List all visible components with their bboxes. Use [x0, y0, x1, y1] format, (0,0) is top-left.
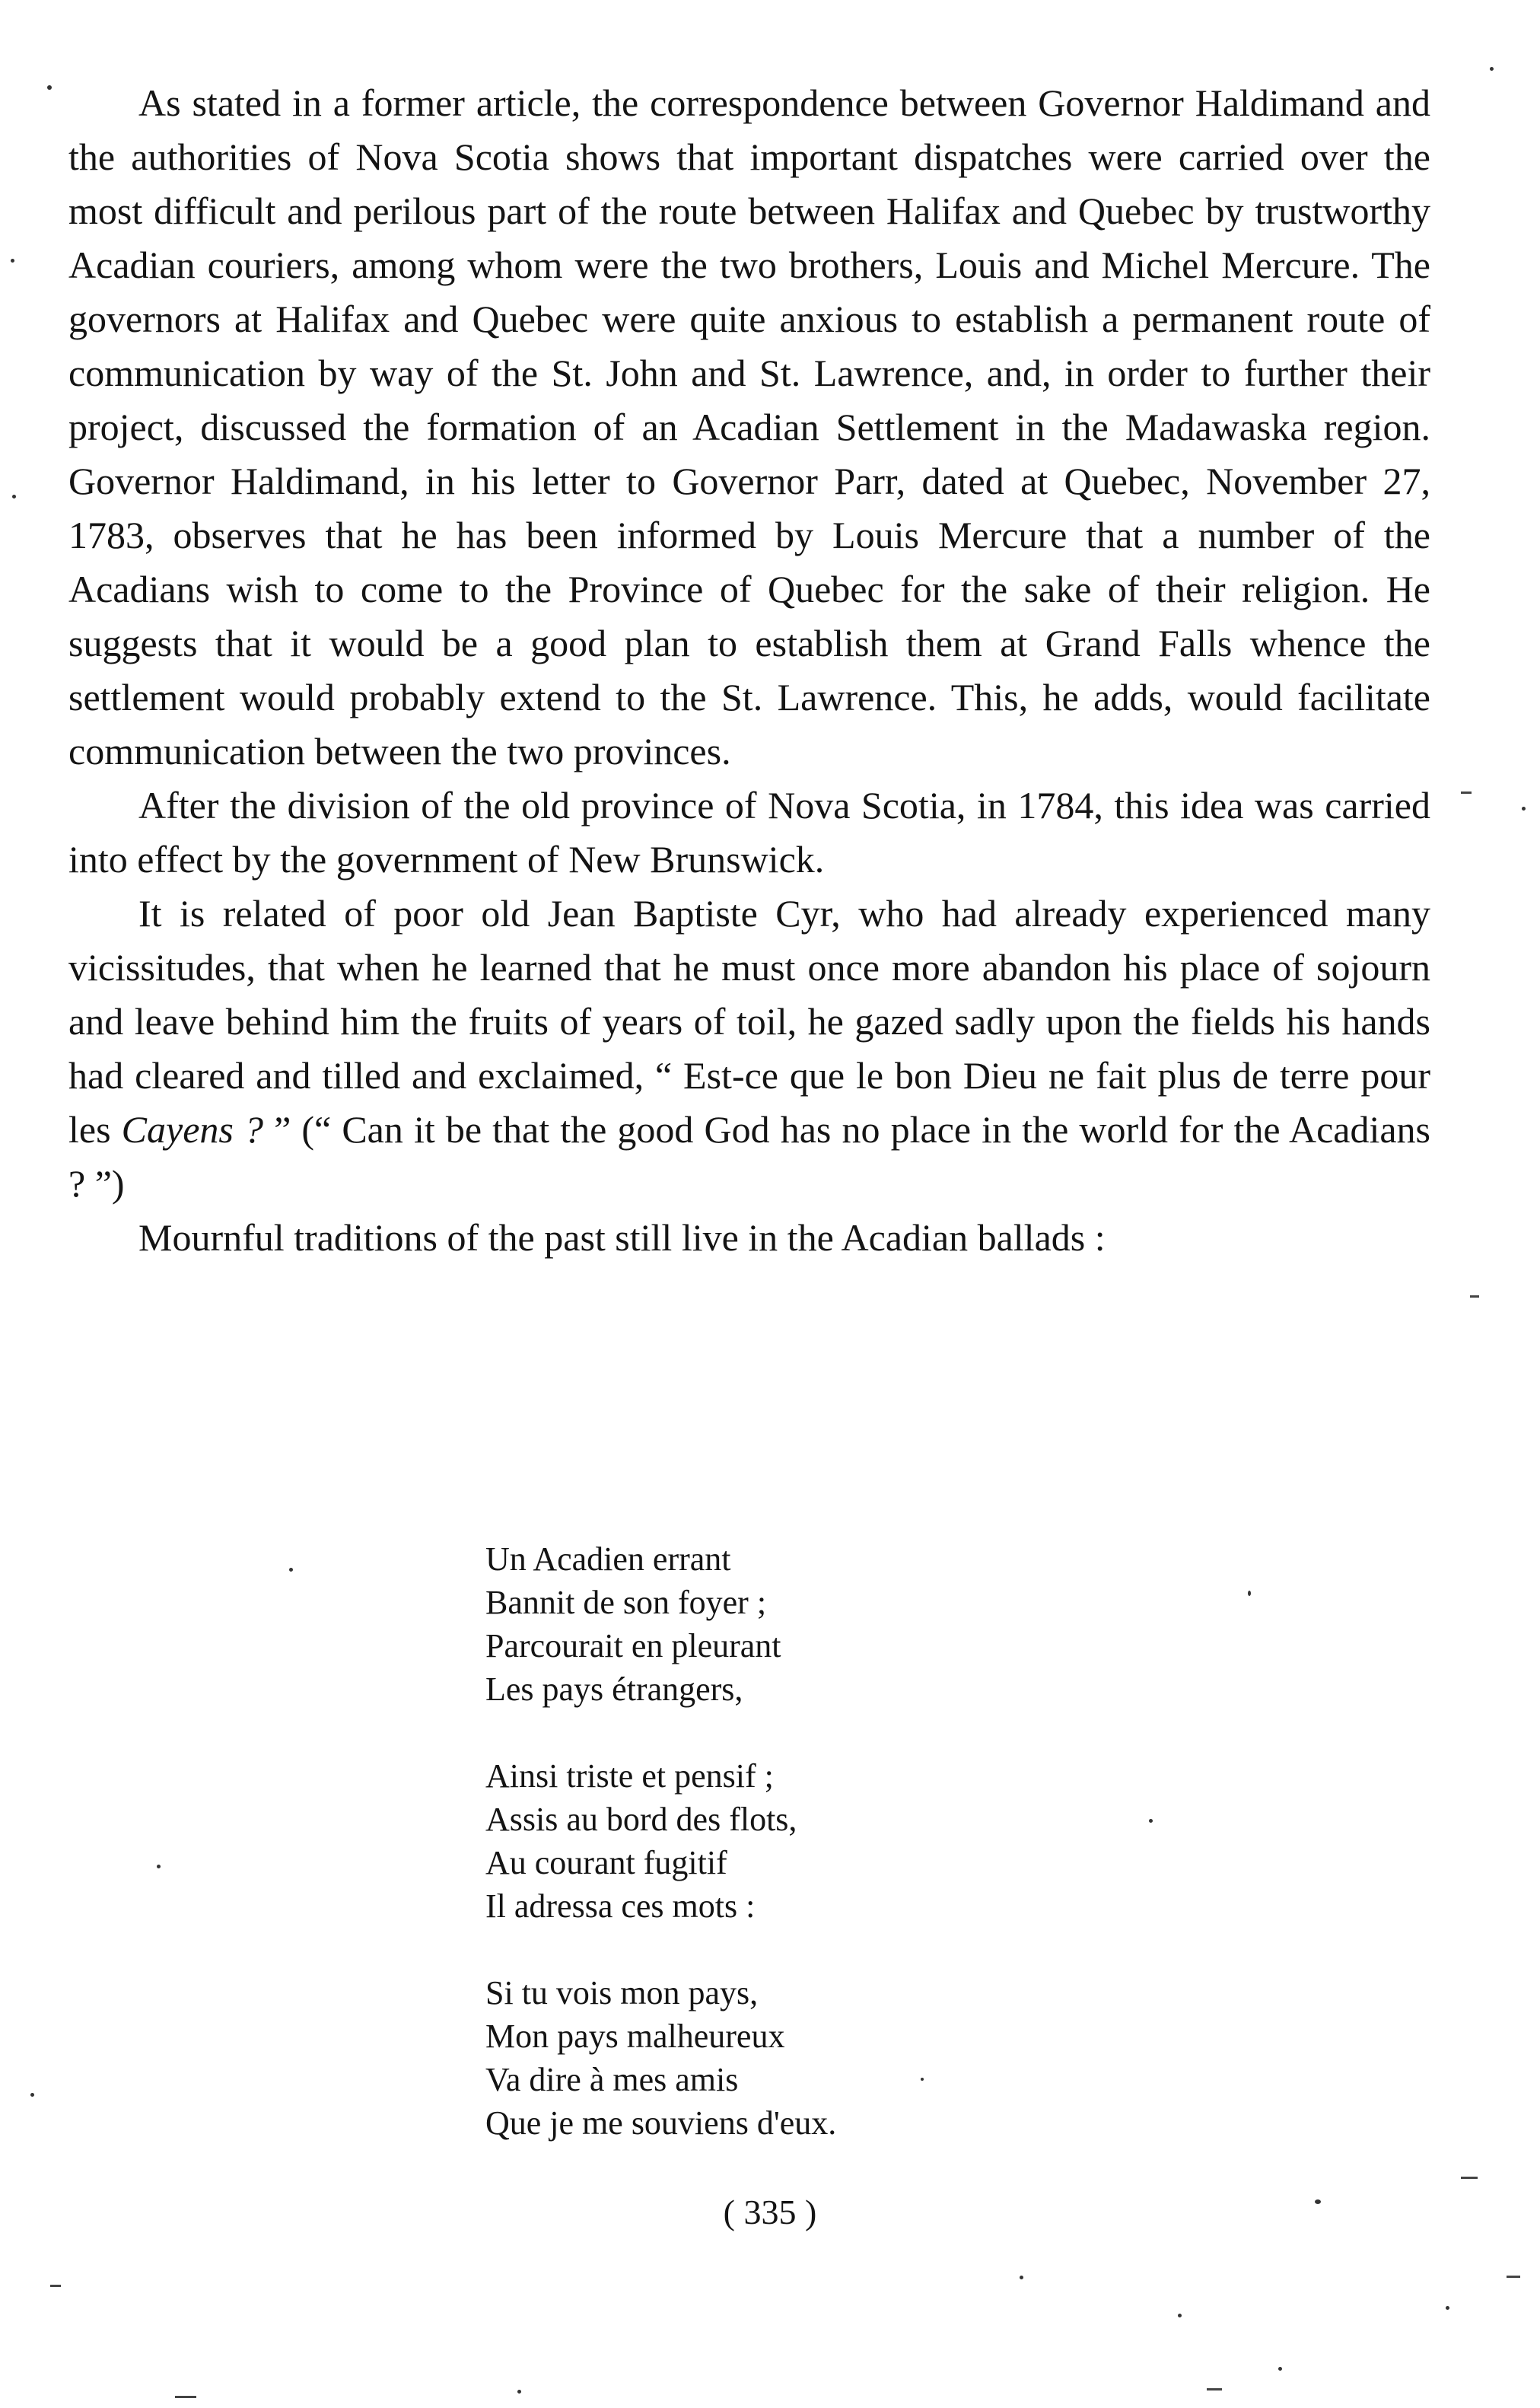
scan-speck: [11, 259, 14, 263]
ballad-line: Assis au bord des flots,: [485, 1801, 797, 1838]
scan-speck: [30, 2093, 34, 2097]
ballad-line: Si tu vois mon pays,: [485, 1974, 759, 2011]
scan-mark: [175, 2396, 196, 2398]
scan-mark: [50, 2285, 61, 2287]
ballad-line: Mon pays malheureux: [485, 2018, 785, 2055]
scan-speck: [289, 1568, 293, 1572]
ballad-stanza-2: [485, 1754, 836, 1928]
ballad-line: Il adressa ces mots :: [485, 1887, 756, 1925]
ballad-line: Va dire à mes amis: [485, 2061, 739, 2098]
ballad-line: Au courant fugitif: [485, 1844, 727, 1881]
scan-mark: [1507, 2276, 1520, 2278]
scan-speck: [1020, 2276, 1023, 2279]
acadian-ballad: [485, 1537, 836, 2145]
scan-mark: [1461, 2177, 1478, 2179]
scan-speck: [1149, 1819, 1153, 1823]
scan-speck: [1278, 2367, 1282, 2371]
paragraph-haldimand-couriers: As stated in a former article, the correspondence between Governor Haldimand and the authorities of Nova Scotia shows that important dispatches were carried over the most difficult and perilous part of the route between Halifax and Quebec by trustworthy Acadian couriers, among whom were the two brothers, Louis and Michel Mercure. The governors at Halifax and Quebec were quite anxious to establish a permanent route of communication by way of the St. John and St. Lawrence, and, in order to further their project, discussed the formation of an Acadian Settlement in the Madawaska region. Governor Haldimand, in his letter to Governor Parr, dated at Quebec, November 27, 1783, observes that he has been informed by Louis Mercure that a number of the Acadians wish to come to the Province of Quebec for the sake of their religion. He suggests that it would be a good plan to establish them at Grand Falls whence the settlement would probably extend to the St. Lawrence. This, he adds, would facilitate communication between the two provinces.: [68, 81, 1430, 772]
scan-speck: [47, 85, 52, 90]
scan-mark: [1461, 792, 1472, 794]
scan-speck: [1248, 1591, 1251, 1596]
cyr-italic-cayens: Cayens ?: [121, 1108, 263, 1151]
scan-speck: [12, 495, 16, 498]
ballad-line: Ainsi triste et pensif ;: [485, 1757, 774, 1795]
ballad-line: Parcourait en pleurant: [485, 1627, 781, 1664]
scan-mark: [1207, 2388, 1222, 2390]
scan-speck: [1315, 2199, 1321, 2204]
ballad-line: Un Acadien errant: [485, 1540, 731, 1578]
scan-speck: [1446, 2306, 1449, 2310]
paragraph-jean-baptiste-cyr: [68, 887, 1430, 1211]
paragraph-division-of-province: After the division of the old province of Nova Scotia, in 1784, this idea was carried into effect by the government of New Brunswick.: [68, 784, 1430, 881]
ballad-stanza-1: [485, 1537, 836, 1711]
scan-speck: [157, 1865, 161, 1868]
ballad-line: Que je me souviens d'eux.: [485, 2104, 837, 2142]
cyr-text-after: ” (“ Can it be that the good God has no place in the world for the Acadians ? ”): [68, 1108, 1430, 1205]
paragraph-ballads-intro: Mournful traditions of the past still live in the Acadian ballads :: [138, 1216, 1106, 1259]
scan-speck: [1178, 2314, 1182, 2317]
scan-speck: [517, 2390, 521, 2394]
ballad-line: Les pays étrangers,: [485, 1671, 743, 1708]
page-number: ( 335 ): [723, 2193, 817, 2231]
cyr-text-before: It is related of poor old Jean Baptiste Cyr, who had already experienced many vicissitudes, that when he learned that he must once more abandon his place of sojourn and leave behind him the fruits of years of toil, he gazed sadly upon the fields his hands had cleared and tilled and exclaimed, “ Est-ce que le bon Dieu ne fait plus de terre pour les: [68, 892, 1430, 1151]
article-body: [68, 76, 1430, 1265]
scan-speck: [921, 2078, 924, 2081]
scan-mark: [1470, 1295, 1479, 1298]
ballad-line: Bannit de son foyer ;: [485, 1584, 767, 1621]
scan-speck: [1490, 67, 1494, 71]
ballad-stanza-3: [485, 1971, 836, 2145]
scan-speck: [1522, 807, 1526, 811]
